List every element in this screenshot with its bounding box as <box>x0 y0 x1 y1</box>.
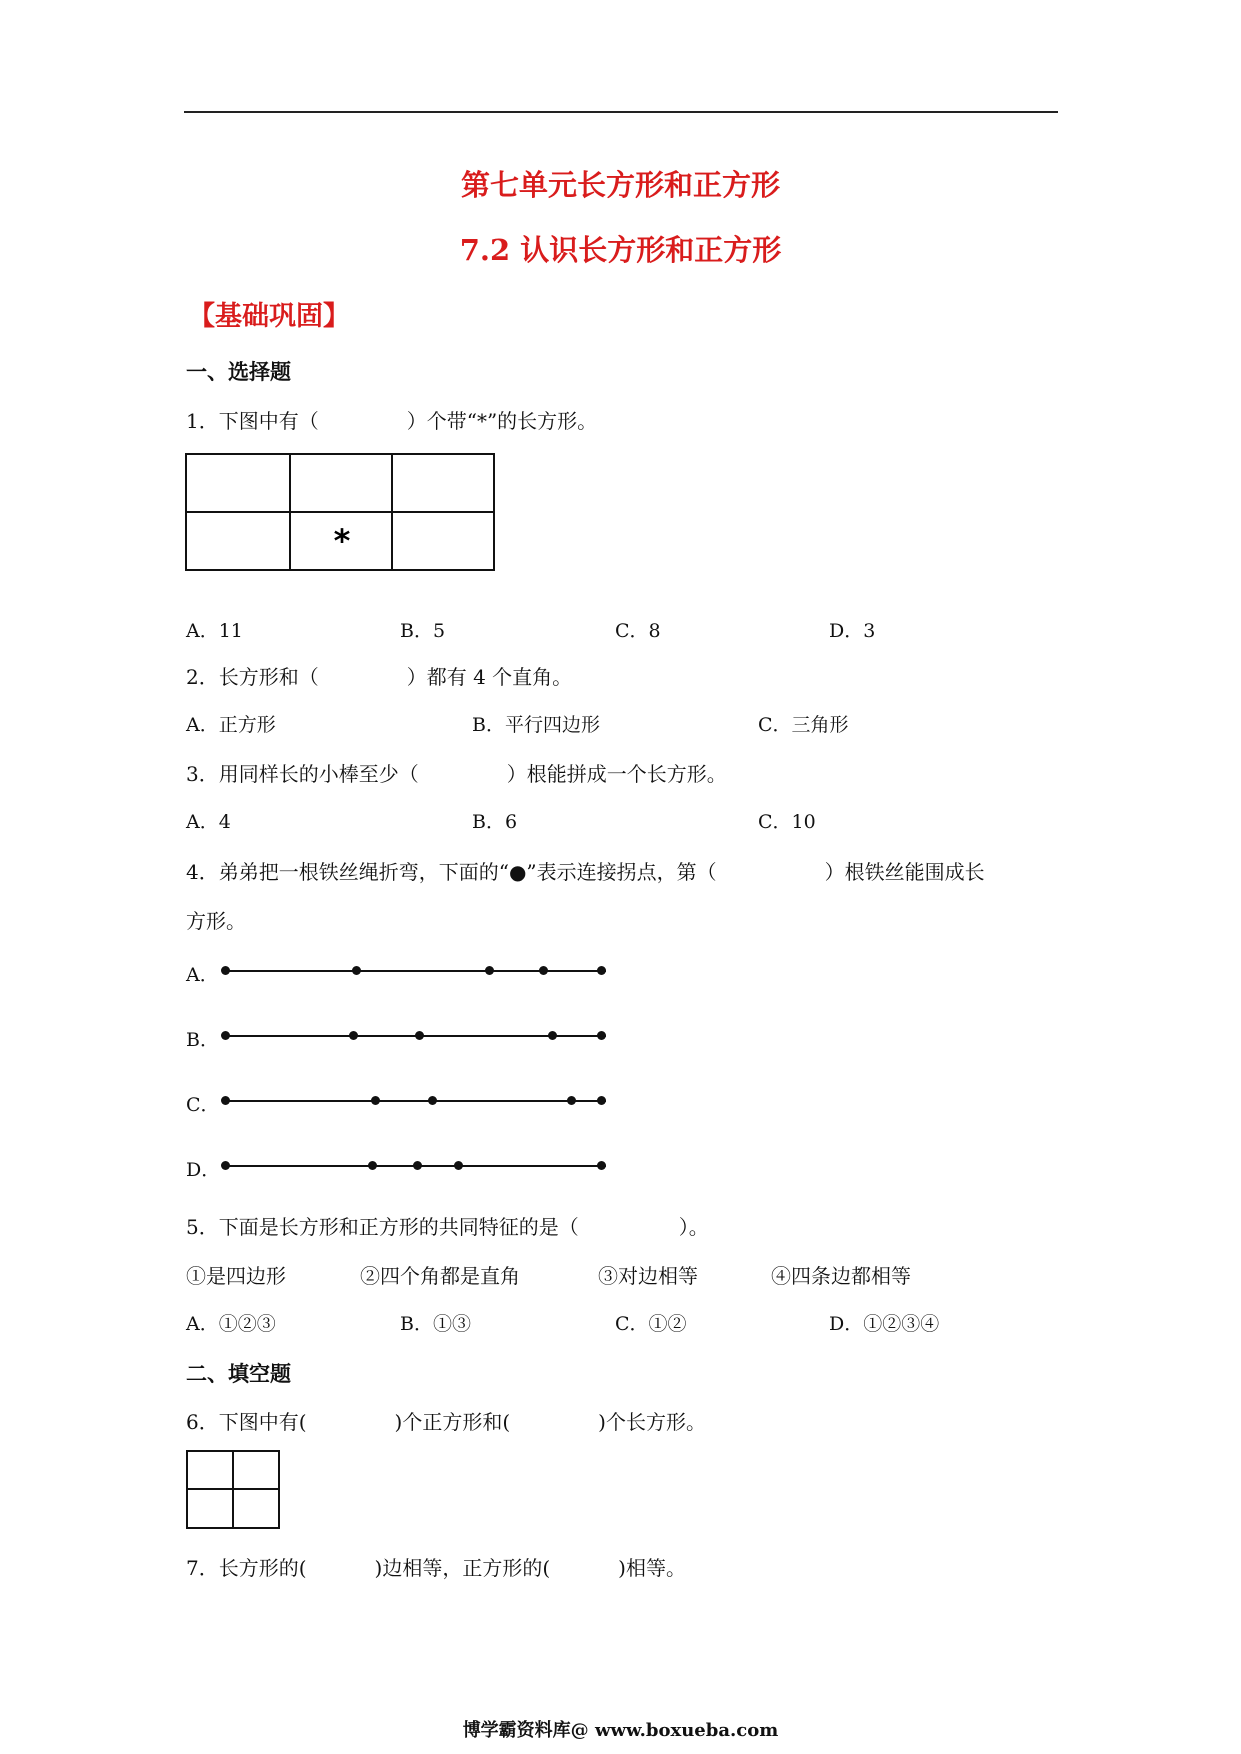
q4-b-joint <box>349 1031 358 1040</box>
q4-c-joint <box>567 1096 576 1105</box>
question-1 <box>186 405 597 434</box>
q4-a-joint <box>352 966 361 975</box>
q4-d-joint <box>368 1161 377 1170</box>
q4-c-joint <box>428 1096 437 1105</box>
q4-b-joint <box>221 1031 230 1040</box>
page-title: 第七单元长方形和正方形 <box>460 168 780 202</box>
q1-option-c: C．8 <box>615 620 661 642</box>
q7-text-3: )相等。 <box>618 1556 686 1580</box>
q6-text-3: )个长方形。 <box>598 1410 706 1434</box>
q1-text-after: ）个带“*”的长方形。 <box>406 409 598 433</box>
q4-b-joint <box>415 1031 424 1040</box>
q4-wire-a <box>226 970 606 972</box>
q3-option-c: C．10 <box>758 811 816 833</box>
q5-text-before: 5．下面是长方形和正方形的共同特征的是（ <box>186 1215 579 1239</box>
q4-a-joint <box>539 966 548 975</box>
q7-text-2: )边相等，正方形的( <box>374 1556 551 1580</box>
q2-text-after: ）都有 4 个直角。 <box>406 665 573 689</box>
q5-statement-3: ③对边相等 <box>598 1264 698 1288</box>
q5-option-b: B．①③ <box>400 1313 471 1335</box>
footer-watermark: 博学霸资料库@ www.boxueba.com <box>462 1720 779 1741</box>
q1-option-b: B．5 <box>400 620 446 642</box>
q3-option-b: B．6 <box>472 811 518 833</box>
question-6 <box>186 1406 706 1435</box>
q4-d-joint <box>454 1161 463 1170</box>
q4-c-joint <box>371 1096 380 1105</box>
q1-rectangle-grid <box>184 452 498 572</box>
section-basic-heading: 【基础巩固】 <box>188 301 350 332</box>
q4-a-joint <box>597 966 606 975</box>
page-subtitle: 7.2 认识长方形和正方形 <box>459 233 782 267</box>
q4-d-joint <box>413 1161 422 1170</box>
q2-text-before: 2．长方形和（ <box>186 665 319 689</box>
q4-c-joint <box>221 1096 230 1105</box>
q4-b-joint <box>548 1031 557 1040</box>
part1-heading: 一、选择题 <box>186 359 291 384</box>
q4-wire-c <box>226 1100 606 1102</box>
q2-option-a: A．正方形 <box>186 714 276 736</box>
q6-square-grid <box>185 1449 281 1530</box>
q3-text-before: 3．用同样长的小棒至少（ <box>186 762 419 786</box>
q1-option-a: A．11 <box>186 620 243 642</box>
q4-text-after: ）根铁丝能围成长 <box>824 860 985 884</box>
question-3 <box>186 758 727 787</box>
q4-d-joint <box>221 1161 230 1170</box>
q2-option-b: B．平行四边形 <box>472 714 600 736</box>
q7-text-1: 7．长方形的( <box>186 1556 307 1580</box>
q6-text-2: )个正方形和( <box>394 1410 511 1434</box>
q4-a-joint <box>485 966 494 975</box>
question-4-line2: 方形。 <box>186 909 246 933</box>
question-2 <box>186 661 572 690</box>
q5-option-d: D．①②③④ <box>829 1313 940 1335</box>
q3-option-a: A．4 <box>186 811 231 833</box>
q4-d-joint <box>597 1161 606 1170</box>
q3-text-after: ）根能拼成一个长方形。 <box>506 762 727 786</box>
q4-label-a: A． <box>186 964 219 986</box>
q6-text-1: 6．下图中有( <box>186 1410 307 1434</box>
question-7 <box>186 1552 686 1581</box>
question-5 <box>186 1211 709 1240</box>
q4-label-d: D． <box>186 1159 221 1181</box>
q4-c-joint <box>597 1096 606 1105</box>
q5-statement-4: ④四条边都相等 <box>771 1264 911 1288</box>
q2-option-c: C．三角形 <box>758 714 849 736</box>
q4-label-c: C． <box>186 1094 220 1116</box>
q4-b-joint <box>597 1031 606 1040</box>
question-4-line1 <box>186 856 985 885</box>
q4-label-b: B． <box>186 1029 219 1051</box>
q1-text-before: 1．下图中有（ <box>186 409 319 433</box>
q5-statement-1: ①是四边形 <box>186 1264 286 1288</box>
q4-a-joint <box>221 966 230 975</box>
q5-option-c: C．①② <box>615 1313 687 1335</box>
header-rule <box>184 111 1058 113</box>
q5-option-a: A．①②③ <box>186 1313 276 1335</box>
q1-option-d: D．3 <box>829 620 876 642</box>
part2-heading: 二、填空题 <box>186 1361 291 1386</box>
q5-text-after: ）。 <box>678 1215 709 1239</box>
q4-text-before: 4．弟弟把一根铁丝绳折弯，下面的“●”表示连接拐点，第（ <box>186 860 717 884</box>
q5-statement-2: ②四个角都是直角 <box>360 1264 520 1288</box>
star-mark: * <box>333 522 351 560</box>
